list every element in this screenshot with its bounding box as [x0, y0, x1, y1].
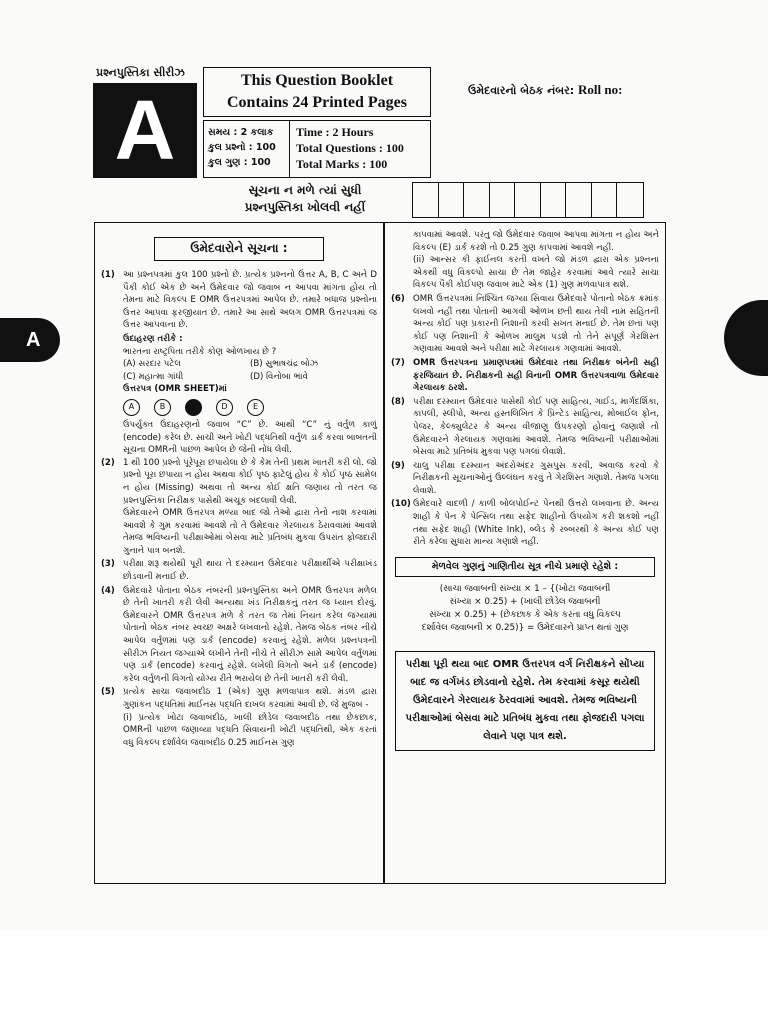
omr-sheet-label: ઉત્તરપત્ર (OMR SHEET)માં — [123, 384, 227, 395]
instructions-panel — [94, 222, 666, 884]
instructions-title: ઉમેદવારોને સૂચના : — [154, 237, 324, 261]
example-options — [101, 358, 377, 383]
formula-line: (સાચા જવાબની સંખ્યા × 1 – {(ખોટા જવાબની — [439, 584, 611, 595]
roll-digit-box[interactable] — [566, 183, 592, 217]
booklet-info-box — [203, 67, 431, 117]
booklet-line-1: This Question Booklet — [240, 72, 394, 89]
instruction-text: આ પ્રશ્નપત્રમાં કુલ 100 પ્રશ્નો છે. પ્રત્યેક પ્રશ્નનો ઉત્તર A, B, C અને D પૈકી કોઈ એક છે અને ઉમેદવાર જો જવાબ ન આપવા માંગતા હોય તો તેમના માટે વિકલ્પ E OMR ઉત્તરપત્રમાં આપેલ છે. તમારે બધાજ પ્રશ્નોના ઉત્તર આપવા ફરજીયાત છે. તમારે આ સાથે અલગ OMR ઉત્તરપત્રમાં જ ઉત્તર આપવાના છે. — [123, 270, 377, 331]
en-time: Time : 2 Hours — [296, 125, 374, 139]
gu-marks: કુલ ગુણ : 100 — [208, 157, 271, 168]
instruction-item — [101, 269, 377, 332]
roll-digit-box[interactable] — [592, 183, 618, 217]
omr-bubble-b: B — [154, 399, 171, 416]
gu-time: સમય : 2 કલાક — [208, 127, 274, 138]
instruction-item — [101, 585, 377, 686]
instructions-left-column — [101, 229, 377, 750]
side-marker — [724, 300, 768, 376]
example-option-a: (A) સરદાર પટેલ — [123, 359, 181, 370]
formula-heading: મેળવેલ ગુણનું ગાણિતીય સૂત્ર નીચે પ્રમાણે રહેશે : — [395, 557, 655, 578]
instruction-subpoint: (i) પ્રત્યેક ખોટા જવાબદીઠ, ખાલી છોડેલ જવાબદીઠ તથા છેકછાક, OMRની પાછળ જણાવ્યા પદ્ધતિ સિવાયની ખોટી પદ્ધતિથી, એક કરતાં વધુ વિકલ્પ દર્શાવેલ જવાબદીઠ 0.25 માઈનસ ગુણ — [123, 712, 377, 748]
instruction-text: ઉમેદવારે વાદળી / કાળી બોલપોઈન્ટ પેનથી ઉત્તરો લખવાના છે. અન્ય શાહી કે પેન કે પેન્સિલ તથા સફેદ શાહીનો ઉપયોગ કરી શકશો નહીં તથા સફેદ શાહી (White Ink), બ્લેડ કે રબ્બરથી કે અન્ય કોઈ પણ રીતે કરેલા સુધારા માન્ય ગણાશે નહીં. — [413, 499, 659, 548]
roll-label-english: Roll no: — [578, 82, 623, 97]
marks-formula — [391, 581, 659, 637]
instruction-text: પરીક્ષા શરૂ થયેથી પૂરી થાય તે દરમ્યાન ઉમેદવાર પરીક્ષાર્થીએ પરીક્ષાખંડ છોડવાની મનાઈ છે. — [123, 559, 377, 583]
example-question: ભારતના રાષ્ટ્રપિતા તરીકે કોણ ઓળખાય છે ? — [123, 346, 277, 357]
series-side-tab: A — [0, 318, 60, 362]
instruction-number: (9) — [391, 460, 405, 471]
instructions-right-column — [391, 229, 659, 751]
example-option-b: (B) સુભાષચંદ્ર બોઝ — [250, 359, 319, 370]
gu-questions: કુલ પ્રશ્નો : 100 — [208, 142, 276, 153]
omr-bubble-e: E — [247, 399, 264, 416]
exam-info-gujarati — [204, 121, 290, 177]
en-marks: Total Marks : 100 — [296, 157, 388, 171]
roll-digit-box[interactable] — [464, 183, 490, 217]
instruction-text: OMR ઉત્તરપત્રના પ્રમાણપત્રમાં ઉમેદવાર તથા નિરીક્ષક બંનેની સહી ફરજિયાત છે. નિરીક્ષકની સહી વિનાની OMR ઉત્તરપત્રવાળા ઉમેદવાર ગેરલાયક ઠરશે. — [413, 357, 659, 394]
instruction-number: (4) — [101, 585, 115, 596]
instruction-item — [101, 558, 377, 583]
instruction-number: (10) — [391, 499, 411, 510]
instruction-text-part: ઉમેદવારને OMR ઉત્તરપત્ર મળ્યા બાદ જો તેઓ દ્વારા તેનો નાશ કરવામાં આવશે કે ગુમ કરવામાં આવશે તો તે ઉમેદવાર ગેરલાયક ઠેરાવવામાં આવશે તેમજ ભવિષ્યની પરીક્ષાઓમાં બેસવા માટે પ્રતિબંધ મુકવા ઉપરાંત ફોજદારી ગુનાને પાત્ર બનશે. — [123, 508, 377, 556]
omr-return-warning: પરીક્ષા પૂરી થયા બાદ OMR ઉત્તરપત્ર વર્ગ નિરીક્ષકને સોંપ્યા બાદ જ વર્ગખંડ છોડવાનો રહેશે. તેમ કરવામાં કસૂર થયેથી ઉમેદવારને ગેરલાયક ઠેરવવામાં આવશે. તેમજ ભવિષ્યની પરીક્ષાઓમાં બેસવા માટે પ્રતિબંધ મુકવા તથા ફોજદારી પગલા લેવાને પણ પાત્ર થશે. — [395, 651, 655, 751]
en-questions: Total Questions : 100 — [296, 141, 404, 155]
omr-bubble-c-filled — [185, 399, 202, 416]
omr-bubble-row — [101, 399, 377, 416]
instruction-text: OMR ઉત્તરપત્રમાં નિશ્ચિત જગ્યા સિવાય ઉમેદવારે પોતાનો બેઠક ક્રમાંક લખવો નહીં તથા પોતાની આગવી ઓળખ છતી થાય તેવી નામ સહિતની અન્ય કોઈ પણ પ્રકારની નિશાની કરવી સખત મનાઈ છે. તેમ છતાં પણ કોઈ પણ નિશાની કે ઓળખ માલુમ પડશે તો તેને સંપૂર્ણ ગેરશિસ્ત ગણવામાં આવશે અને પરીક્ષા માટે ગેરલાયક ગણવામાં આવશે. — [413, 293, 659, 355]
instruction-item — [391, 229, 659, 292]
instruction-number: (7) — [391, 357, 405, 368]
instruction-text-part: કાપવામાં આવશે. પરંતુ જો ઉમેદવાર જવાબ આપવા માંગતા ન હોય અને વિકલ્પ (E) ડાર્ક કરશે તો 0.25 ગુણ કાપવામાં આવશે નહીં. — [413, 230, 659, 253]
instruction-text — [123, 686, 377, 749]
instruction-number: (8) — [391, 396, 405, 407]
roll-digit-box[interactable] — [490, 183, 516, 217]
omr-bubble-d: D — [216, 399, 233, 416]
example-option-d: (D) વિનોબા ભાવે — [250, 371, 308, 382]
instruction-text-part: 1 થી 100 પ્રશ્નો પૂરેપૂરા છપાયેલા છે કે કેમ તેની પ્રથમ ખાતરી કરી લો. જો પ્રશ્નો પૂરા છપાયા ન હોય અથવા કોઈ પૃષ્ઠ ફાટેલું હોય કે કોઈ પૃષ્ઠ સામેલ ન હોય (Missing) અથવા તો અન્ય કોઈ ક્ષતિ જણાય તો તરત જ પ્રશ્નપુસ્તિકા નિરીક્ષક પાસેથી અચૂક બદલાવી લેવી. — [123, 457, 377, 506]
formula-line: દર્શાવેલ જવાબની × 0.25)} = ઉમેદવારને પ્રાપ્ત થતાં ગુણ — [421, 623, 629, 634]
roll-digit-box[interactable] — [515, 183, 541, 217]
instruction-number: (6) — [391, 293, 405, 304]
example-option-c: (C) મહાત્મા ગાંધી — [123, 371, 184, 382]
series-letter-box: A — [93, 83, 197, 178]
instruction-item — [391, 293, 659, 356]
notice-line-1: સૂચના ન મળે ત્યાં સુધી — [248, 183, 362, 197]
instruction-text — [413, 229, 659, 292]
instruction-item — [391, 396, 659, 459]
roll-label-gujarati: ઉમેદવારનો બેઠક નંબર: — [468, 84, 575, 97]
example-note: ઉપર્યુક્ત ઉદાહરણનો જવાબ “C” છે. આથી “C” નું વર્તુળ કાળું (encode) કરેલ છે. સાચી અને ખોટી પદ્ધતિથી વર્તુળ ડાર્ક કરવા બાબતની સૂચના OMRની પાછળ આપેલ છે જેની નોંધ લેવી. — [123, 419, 377, 456]
instruction-number: (2) — [101, 457, 115, 468]
booklet-line-2: Contains 24 Printed Pages — [227, 94, 407, 111]
column-divider — [383, 223, 385, 883]
notice-line-2: પ્રશ્નપુસ્તિકા ખોલવી નહીં — [244, 200, 366, 214]
instruction-item — [391, 460, 659, 498]
do-not-open-notice — [200, 182, 410, 216]
exam-info-english — [290, 121, 430, 177]
exam-info-box — [203, 120, 431, 178]
roll-digit-box[interactable] — [617, 183, 643, 217]
instruction-item — [101, 457, 377, 558]
roll-digit-box[interactable] — [439, 183, 465, 217]
formula-line: સંખ્યા × 0.25) + (છેકછાક કે એક કરતા વધુ વિકલ્પ — [429, 610, 621, 621]
roll-number-label — [468, 82, 622, 98]
instruction-item — [391, 498, 659, 548]
instruction-text: ઉમેદવારે પોતાના બેઠક નંબરની પ્રશ્નપુસ્તિકા અને OMR ઉત્તરપત્ર મળેલ છે તેની ખાતરી કરી લેવી અન્યથા ખંડ નિરીક્ષકનું તરત જ ધ્યાન દોરવું. ઉમેદવારને OMR ઉત્તરપત્ર મળે કે તરત જ તેમાં નિયત કરેલ જગ્યામાં પોતાનો બેઠક નંબર સ્વચ્છ અક્ષરે લખવાનો રહેશે. તેમજ બેઠક નંબર નીચે આપેલ વર્તુળમાં પણ ડાર્ક (encode) કરવાનું રહેશે. મળેલ પ્રશ્નપત્રની સીરીઝ નિયત જગ્યાએ લખીને તેની નીચે તે સીરીઝ સામે આપેલ વર્તુળમાં પણ ડાર્ક (encode) કરવાનું રહેશે. લખેલી વિગતો અને ડાર્ક (encode) કરેલ વર્તુળની વિગતો યોગ્ય રીતે ભરાયેલ છે તેની ખાતરી કરી લેવી. — [123, 585, 377, 684]
instruction-text-part: પ્રત્યેક સાચા જવાબદીઠ 1 (એક) ગુણ મળવાપાત્ર થશે. મંડળ દ્વારા ગુણાંકન પદ્ધતિમાં માઈનસ પદ્ધતિ દાખલ કરવામાં આવી છે. જે મુજબ - — [123, 687, 377, 710]
omr-bubble-a: A — [123, 399, 140, 416]
roll-number-boxes — [412, 182, 644, 218]
instruction-text — [123, 457, 377, 558]
series-label: પ્રશ્નપુસ્તિકા સીરીઝ — [96, 66, 185, 79]
formula-line: સંખ્યા × 0.25) + (ખાલી છોડેલ જવાબની — [449, 597, 601, 608]
instruction-subpoint: (ii) આન્સર કી ફાઈનલ કરતી વખતે જો મંડળ દ્વારા એક પ્રશ્નના એકથી વધુ વિકલ્પો સાચા છે તેમ જાહેર કરવામાં આવે ત્યારે સાચા વિકલ્પ પૈકી કોઈપણ જવાબ માટે એક (1) ગુણ મળવાપાત્ર થશે. — [413, 255, 659, 291]
roll-digit-box[interactable] — [541, 183, 567, 217]
roll-digit-box[interactable] — [413, 183, 439, 217]
instruction-number: (5) — [101, 687, 115, 698]
instruction-number: (3) — [101, 559, 115, 570]
example-label: ઉદાહરણ તરીકે : — [123, 333, 183, 344]
instruction-text: ચાલુ પરીક્ષા દરમ્યાન અંદરોઅંદર ગુસપુસ કરવી, અવાજ કરવો કે નિરીક્ષકની સૂચનાઓનું ઉલ્લંઘન કરવું તે ગેરશિસ્ત ગણાશે. તેમજ પગલા લેવાશે. — [413, 460, 659, 496]
instruction-text: પરીક્ષા દરમ્યાન ઉમેદવાર પાસેથી કોઈ પણ સાહિત્ય, ગાઈડ, માર્ગદર્શિકા, કાપલી, સ્લીપો, અન્ય હસ્તલિખિત કે પ્રિન્ટેડ સાહિત્ય, મોબાઈલ ફોન, પેજર, કેલ્ક્યુલેટર કે અન્ય વીજાણુ ઉપકરણો હોવાનું જણાશે તો ઉમેદવારને ગેરલાયક ગણવામાં આવશે. તેમજ ભવિષ્યની પરીક્ષાઓમાં બેસવા માટે પ્રતિબંધ મુકવા પણ પગલાં લેવાશે. — [413, 396, 659, 458]
instruction-item — [101, 686, 377, 749]
instruction-number: (1) — [101, 270, 115, 280]
instruction-item — [391, 357, 659, 395]
